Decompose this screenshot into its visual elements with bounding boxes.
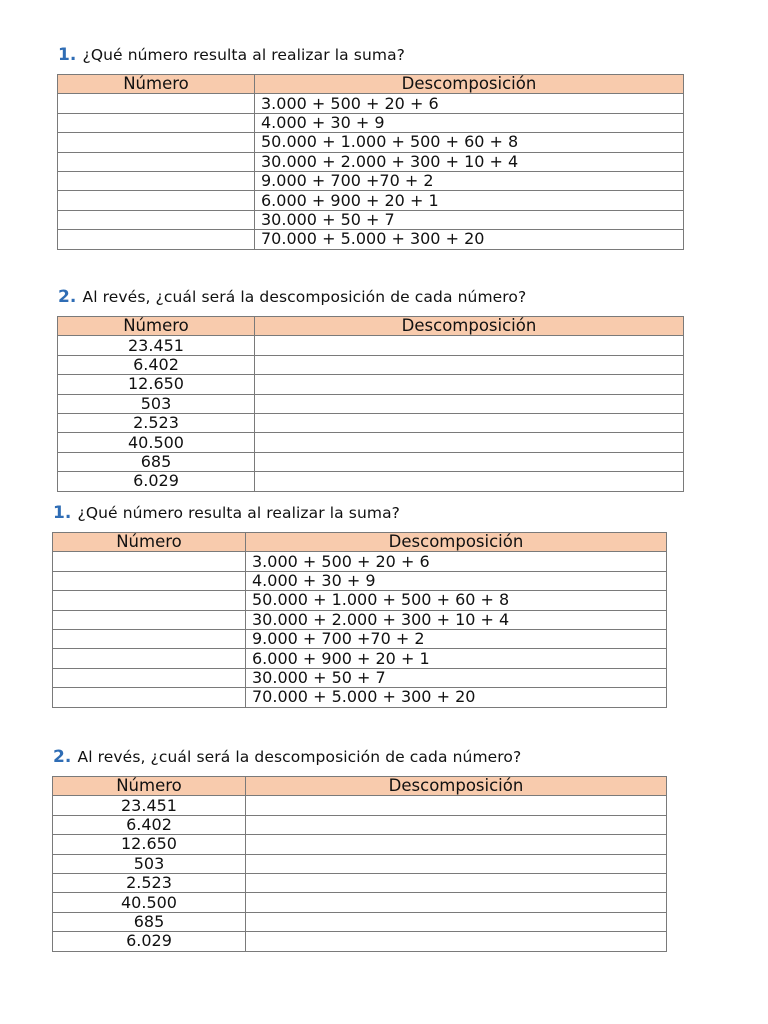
decomposition-cell: 30.000 + 50 + 7 bbox=[246, 668, 667, 687]
answer-cell[interactable] bbox=[58, 191, 255, 210]
question-number: 2. bbox=[58, 287, 77, 307]
question-heading bbox=[58, 45, 405, 65]
table-row bbox=[58, 413, 684, 432]
number-cell: 40.500 bbox=[53, 893, 246, 912]
answer-cell[interactable] bbox=[246, 893, 667, 912]
sum-table bbox=[57, 74, 684, 250]
answer-cell[interactable] bbox=[246, 912, 667, 931]
header-row bbox=[58, 75, 684, 94]
header-row bbox=[58, 317, 684, 336]
answer-cell[interactable] bbox=[58, 152, 255, 171]
table-row bbox=[53, 552, 667, 571]
header-descomposicion: Descomposición bbox=[246, 777, 667, 796]
answer-cell[interactable] bbox=[255, 336, 684, 355]
table-row bbox=[58, 336, 684, 355]
answer-cell[interactable] bbox=[255, 355, 684, 374]
answer-cell[interactable] bbox=[246, 932, 667, 951]
answer-cell[interactable] bbox=[58, 210, 255, 229]
table-row bbox=[58, 394, 684, 413]
decomposition-cell: 30.000 + 50 + 7 bbox=[255, 210, 684, 229]
table-row bbox=[58, 433, 684, 452]
decomposition-cell: 9.000 + 700 +70 + 2 bbox=[255, 171, 684, 190]
answer-cell[interactable] bbox=[58, 230, 255, 249]
answer-cell[interactable] bbox=[255, 394, 684, 413]
question-number: 2. bbox=[53, 747, 72, 767]
decomposition-cell: 4.000 + 30 + 9 bbox=[255, 113, 684, 132]
question-heading bbox=[53, 747, 521, 767]
question-heading bbox=[53, 503, 400, 523]
table-row bbox=[53, 873, 667, 892]
number-cell: 12.650 bbox=[58, 375, 255, 394]
question-number: 1. bbox=[53, 503, 72, 523]
number-cell: 6.402 bbox=[58, 355, 255, 374]
question-text: ¿Qué número resulta al realizar la suma? bbox=[77, 504, 401, 522]
question-heading bbox=[58, 287, 526, 307]
table-row bbox=[53, 893, 667, 912]
number-cell: 685 bbox=[58, 452, 255, 471]
answer-cell[interactable] bbox=[53, 571, 246, 590]
table-row bbox=[53, 912, 667, 931]
table-row bbox=[58, 133, 684, 152]
answer-cell[interactable] bbox=[255, 375, 684, 394]
answer-cell[interactable] bbox=[246, 835, 667, 854]
answer-cell[interactable] bbox=[246, 873, 667, 892]
table-row bbox=[53, 835, 667, 854]
answer-cell[interactable] bbox=[53, 649, 246, 668]
answer-cell[interactable] bbox=[246, 815, 667, 834]
sum-table bbox=[52, 532, 667, 708]
decomposition-cell: 3.000 + 500 + 20 + 6 bbox=[255, 94, 684, 113]
question-number: 1. bbox=[58, 45, 77, 65]
decomposition-cell: 6.000 + 900 + 20 + 1 bbox=[255, 191, 684, 210]
number-cell: 12.650 bbox=[53, 835, 246, 854]
table-row bbox=[53, 591, 667, 610]
answer-cell[interactable] bbox=[53, 552, 246, 571]
header-numero: Número bbox=[53, 777, 246, 796]
table-row bbox=[58, 152, 684, 171]
number-cell: 685 bbox=[53, 912, 246, 931]
number-cell: 2.523 bbox=[53, 873, 246, 892]
header-descomposicion: Descomposición bbox=[255, 75, 684, 94]
question-text: ¿Qué número resulta al realizar la suma? bbox=[82, 46, 406, 64]
table-row bbox=[53, 610, 667, 629]
number-cell: 23.451 bbox=[58, 336, 255, 355]
header-row bbox=[53, 777, 667, 796]
table-row bbox=[53, 796, 667, 815]
number-cell: 6.029 bbox=[58, 472, 255, 491]
decomposition-cell: 70.000 + 5.000 + 300 + 20 bbox=[246, 688, 667, 707]
number-cell: 2.523 bbox=[58, 413, 255, 432]
table-row bbox=[58, 210, 684, 229]
table-row bbox=[58, 375, 684, 394]
header-descomposicion: Descomposición bbox=[246, 533, 667, 552]
decomposition-cell: 50.000 + 1.000 + 500 + 60 + 8 bbox=[255, 133, 684, 152]
answer-cell[interactable] bbox=[53, 629, 246, 648]
table-row bbox=[58, 191, 684, 210]
table-row bbox=[53, 668, 667, 687]
answer-cell[interactable] bbox=[246, 854, 667, 873]
table-row bbox=[53, 932, 667, 951]
decomposition-cell: 4.000 + 30 + 9 bbox=[246, 571, 667, 590]
table-row bbox=[58, 171, 684, 190]
decomposition-table bbox=[52, 776, 667, 952]
number-cell: 503 bbox=[53, 854, 246, 873]
table-row bbox=[58, 113, 684, 132]
header-row bbox=[53, 533, 667, 552]
question-text: Al revés, ¿cuál será la descomposición de cada número? bbox=[82, 288, 527, 306]
answer-cell[interactable] bbox=[255, 452, 684, 471]
number-cell: 6.402 bbox=[53, 815, 246, 834]
table-row bbox=[53, 815, 667, 834]
table-row bbox=[58, 472, 684, 491]
decomposition-table bbox=[57, 316, 684, 492]
decomposition-cell: 50.000 + 1.000 + 500 + 60 + 8 bbox=[246, 591, 667, 610]
answer-cell[interactable] bbox=[58, 113, 255, 132]
table-row bbox=[53, 688, 667, 707]
table-row bbox=[53, 854, 667, 873]
answer-cell[interactable] bbox=[58, 94, 255, 113]
decomposition-cell: 30.000 + 2.000 + 300 + 10 + 4 bbox=[255, 152, 684, 171]
decomposition-cell: 30.000 + 2.000 + 300 + 10 + 4 bbox=[246, 610, 667, 629]
header-numero: Número bbox=[58, 75, 255, 94]
number-cell: 23.451 bbox=[53, 796, 246, 815]
header-numero: Número bbox=[58, 317, 255, 336]
decomposition-cell: 6.000 + 900 + 20 + 1 bbox=[246, 649, 667, 668]
answer-cell[interactable] bbox=[255, 472, 684, 491]
question-text: Al revés, ¿cuál será la descomposición de cada número? bbox=[77, 748, 522, 766]
answer-cell[interactable] bbox=[53, 591, 246, 610]
answer-cell[interactable] bbox=[53, 668, 246, 687]
number-cell: 6.029 bbox=[53, 932, 246, 951]
header-descomposicion: Descomposición bbox=[255, 317, 684, 336]
answer-cell[interactable] bbox=[255, 413, 684, 432]
number-cell: 40.500 bbox=[58, 433, 255, 452]
table-row bbox=[53, 649, 667, 668]
answer-cell[interactable] bbox=[58, 171, 255, 190]
table-row bbox=[58, 355, 684, 374]
table-row bbox=[58, 452, 684, 471]
table-row bbox=[53, 629, 667, 648]
table-row bbox=[58, 94, 684, 113]
table-row bbox=[53, 571, 667, 590]
header-numero: Número bbox=[53, 533, 246, 552]
answer-cell[interactable] bbox=[53, 610, 246, 629]
number-cell: 503 bbox=[58, 394, 255, 413]
answer-cell[interactable] bbox=[58, 133, 255, 152]
answer-cell[interactable] bbox=[246, 796, 667, 815]
decomposition-cell: 9.000 + 700 +70 + 2 bbox=[246, 629, 667, 648]
decomposition-cell: 70.000 + 5.000 + 300 + 20 bbox=[255, 230, 684, 249]
table-row bbox=[58, 230, 684, 249]
answer-cell[interactable] bbox=[255, 433, 684, 452]
answer-cell[interactable] bbox=[53, 688, 246, 707]
decomposition-cell: 3.000 + 500 + 20 + 6 bbox=[246, 552, 667, 571]
